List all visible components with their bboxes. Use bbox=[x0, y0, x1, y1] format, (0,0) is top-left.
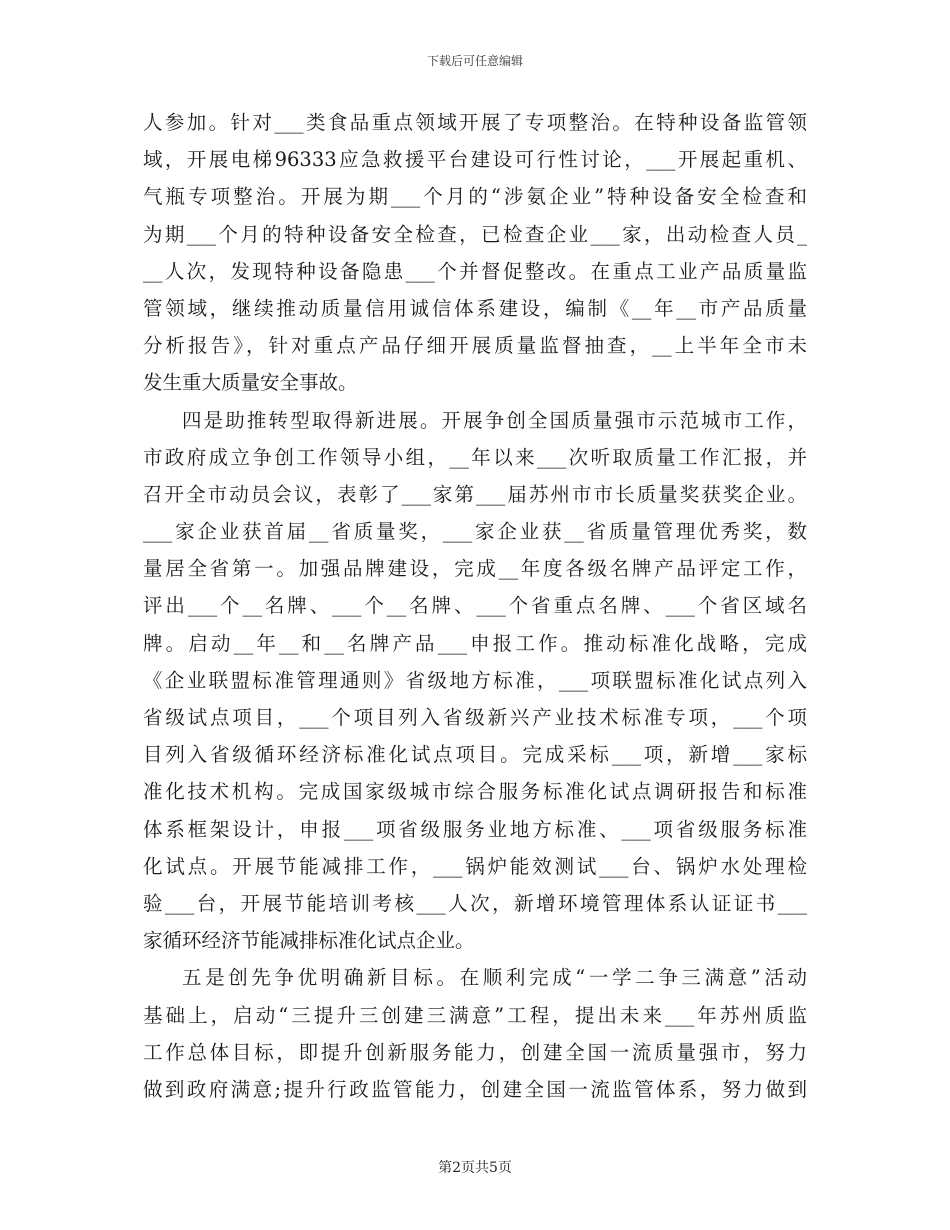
text-line: 工作总体目标，即提升创新服务能力，创建全国一流质量强市，努力 bbox=[143, 1040, 807, 1064]
text-line: 做到政府满意;提升行政监管能力，创建全国一流监管体系，努力做到 bbox=[143, 1077, 807, 1101]
text-line: 省级试点项目，___个项目列入省级新兴产业技术标准专项，___个项 bbox=[143, 706, 807, 729]
text-line: 家循环经济节能减排标准化试点企业。 bbox=[143, 929, 475, 953]
text-line: 化试点。开展节能减排工作，___锅炉能效测试___台、锅炉水处理检 bbox=[143, 854, 807, 878]
text-line: 气瓶专项整治。开展为期___个月的“涉氨企业”特种设备安全检查和 bbox=[143, 185, 807, 209]
text-line: 体系框架设计，申报___项省级服务业地方标准、___项省级服务标准 bbox=[143, 817, 807, 841]
text-line: 发生重大质量安全事故。 bbox=[143, 371, 358, 395]
text-line: 评出___个__名牌、___个__名牌、___个省重点名牌、___个省区域名 bbox=[143, 594, 807, 618]
paragraph-start-line: 四是助推转型取得新进展。开展争创全国质量强市示范城市工作， bbox=[182, 408, 807, 432]
document-body bbox=[143, 104, 807, 1108]
text-line: 域，开展电梯96333应急救援平台建设可行性讨论，___开展起重机、 bbox=[143, 148, 807, 172]
text-line: 分析报告》，针对重点产品仔细开展质量监督抽查，__上半年全市未 bbox=[143, 334, 807, 358]
text-line: ___家企业获首届__省质量奖，___家企业获__省质量管理优秀奖，数 bbox=[143, 520, 807, 544]
paragraph-start-line: 五是创先争优明确新目标。在顺利完成“一学二争三满意”活动 bbox=[182, 966, 807, 990]
text-line: 召开全市动员会议，表彰了___家第___届苏州市市长质量奖获奖企业。 bbox=[143, 482, 807, 506]
page-footer: 第2页共5页 bbox=[438, 1160, 512, 1176]
page-header: 下载后可任意编辑 bbox=[426, 54, 523, 68]
text-line: 牌。启动__年__和__名牌产品___申报工作。推动标准化战略，完成 bbox=[143, 631, 807, 655]
text-line: 验___台，开展节能培训考核___人次，新增环境管理体系认证证书___ bbox=[143, 891, 807, 915]
text-line: 为期___个月的特种设备安全检查，已检查企业___家，出动检查人员_ bbox=[143, 222, 807, 246]
text-line: 市政府成立争创工作领导小组，__年以来___次听取质量工作汇报，并 bbox=[143, 445, 807, 469]
text-line: 《企业联盟标准管理通则》省级地方标准，___项联盟标准化试点列入 bbox=[143, 668, 807, 692]
text-line: 量居全省第一。加强品牌建设，完成__年度各级名牌产品评定工作， bbox=[143, 557, 807, 581]
text-line: 准化技术机构。完成国家级城市综合服务标准化试点调研报告和标准 bbox=[143, 780, 807, 804]
text-line: 基础上，启动“三提升三创建三满意”工程，提出未来___年苏州质监 bbox=[143, 1003, 807, 1027]
text-line: __人次，发现特种设备隐患___个并督促整改。在重点工业产品质量监 bbox=[143, 259, 807, 283]
text-line: 人参加。针对___类食品重点领域开展了专项整治。在特种设备监管领 bbox=[143, 111, 807, 134]
text-line: 管领域，继续推动质量信用诚信体系建设，编制《__年__市产品质量 bbox=[143, 296, 807, 320]
text-line: 目列入省级循环经济标准化试点项目。完成采标___项，新增___家标 bbox=[143, 743, 807, 767]
